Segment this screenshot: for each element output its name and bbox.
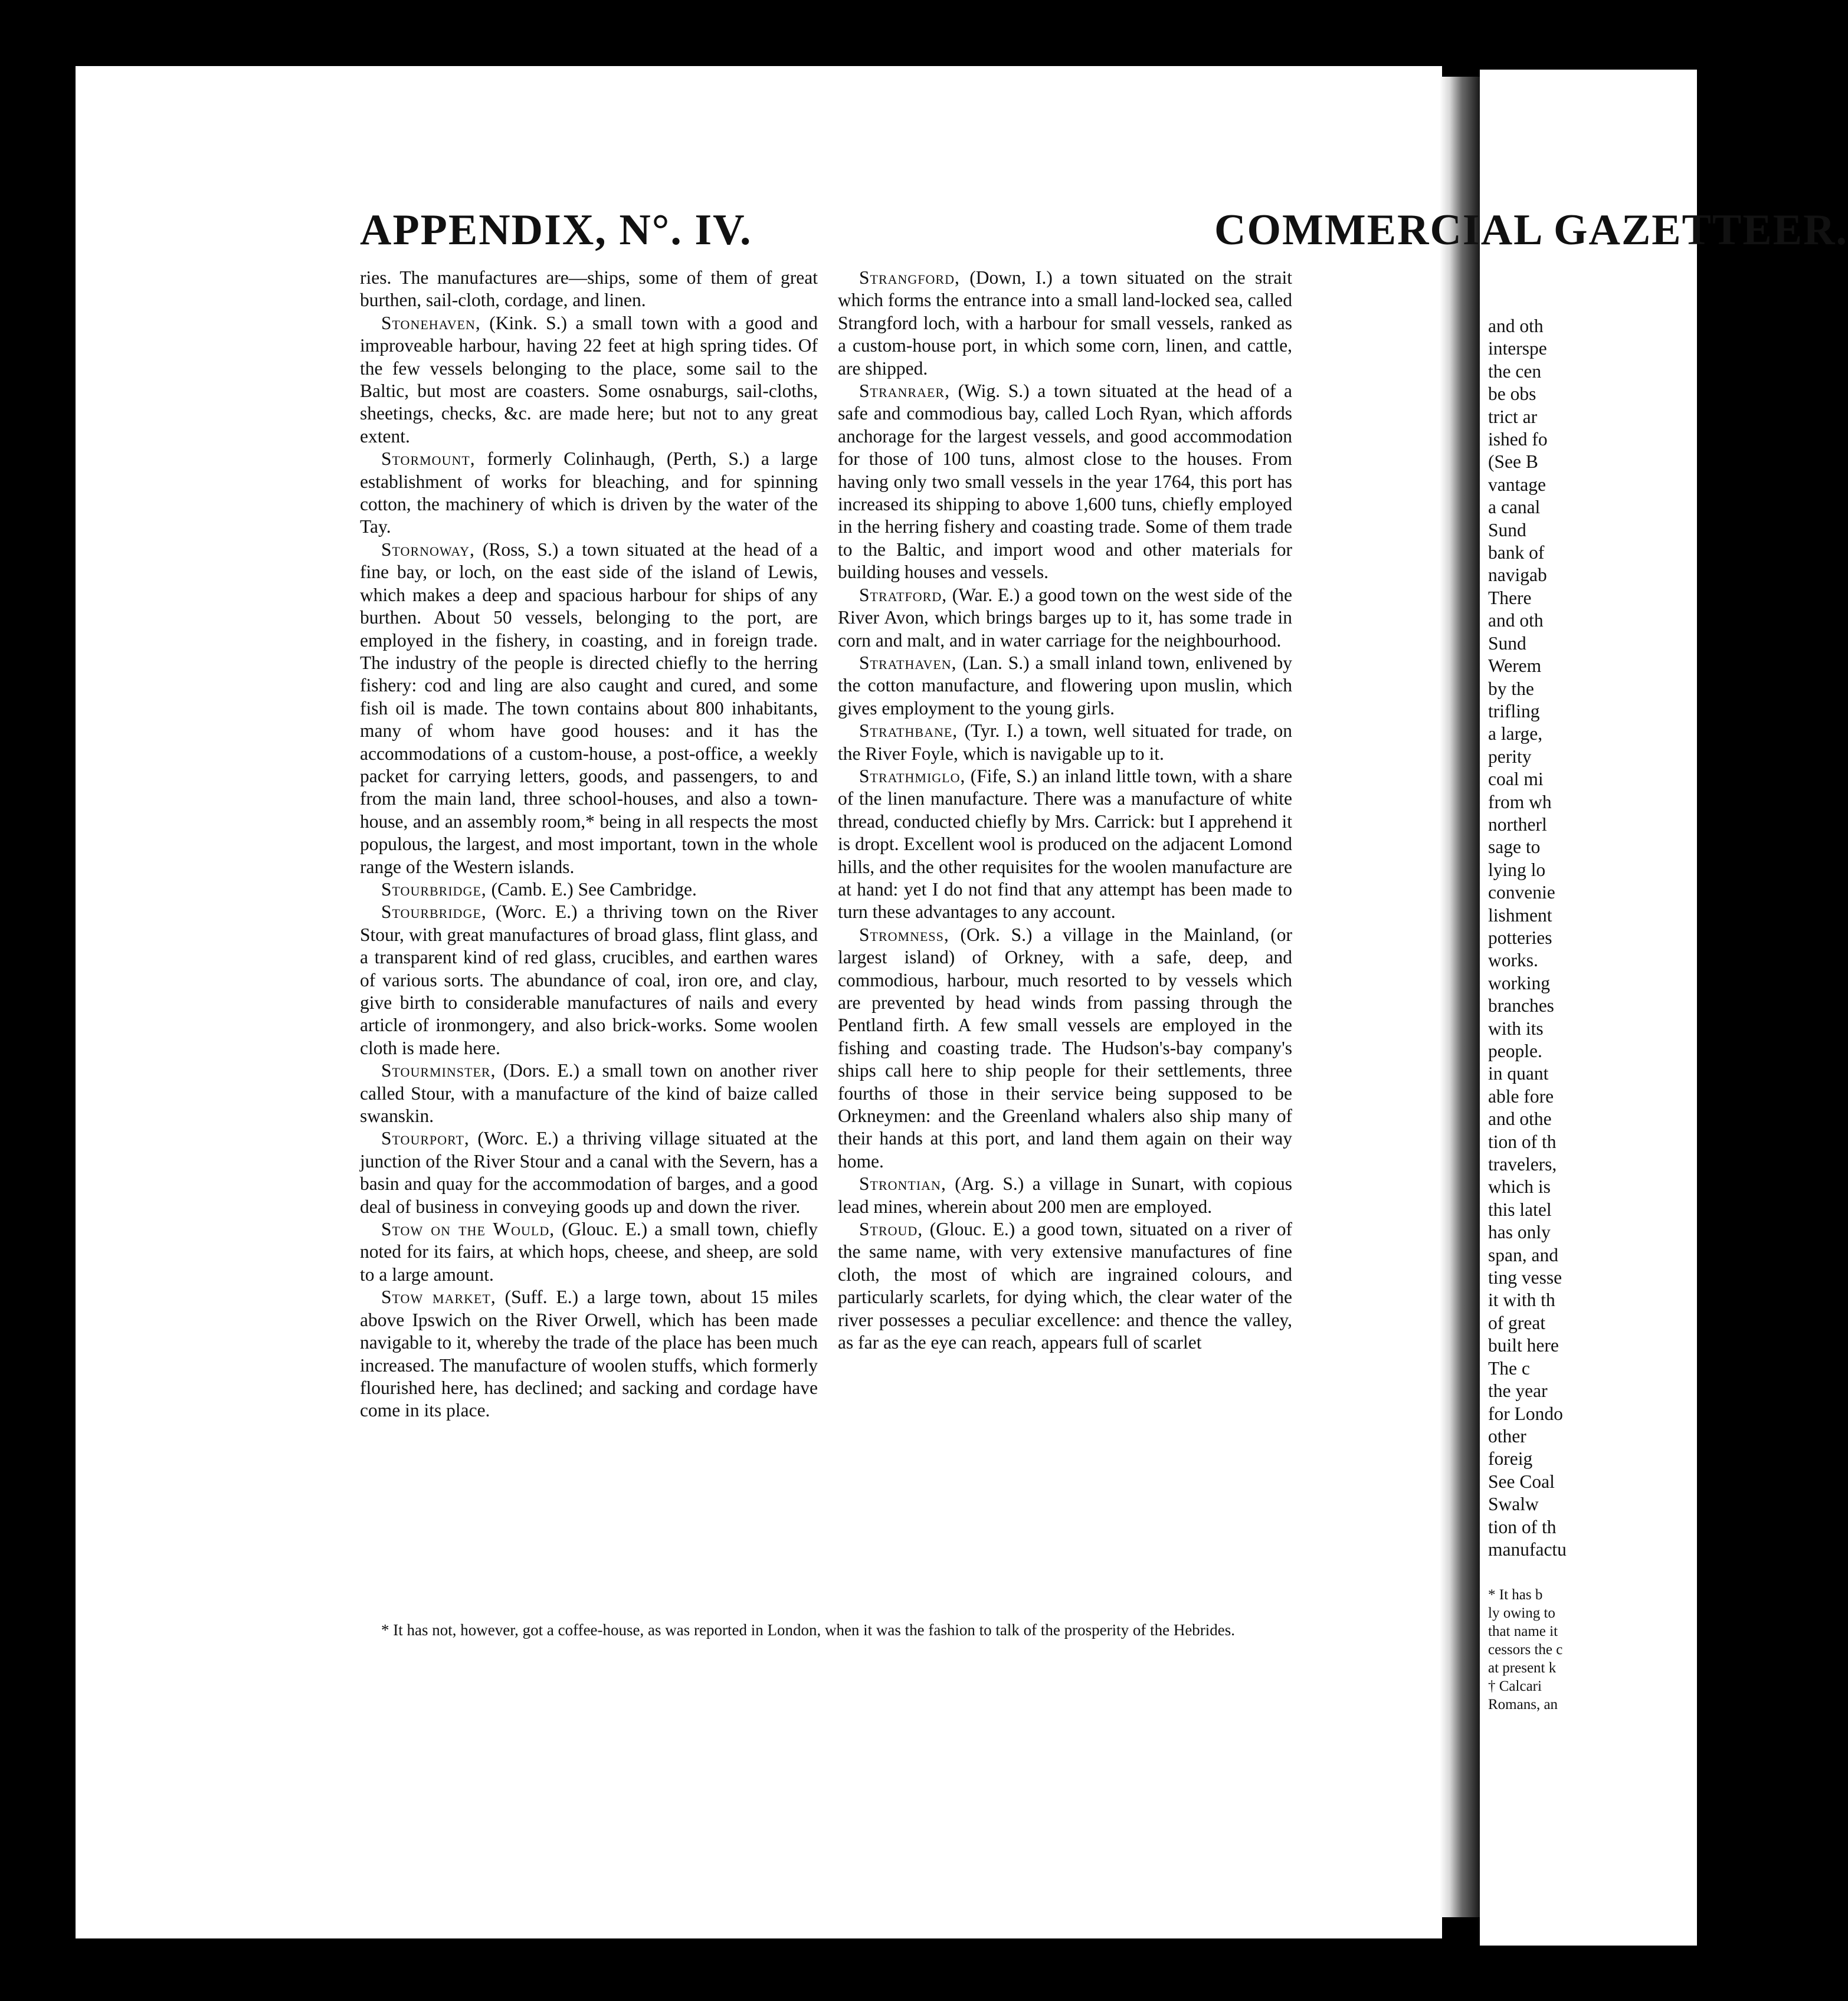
entry-paragraph: Stormount, formerly Colinhaugh, (Perth, S.) a large establishment of works for bleaching, and for spinning cotton, the machinery of which is driven by the water of the Tay. [360,448,818,537]
column-middle [838,267,1292,1354]
entry-paragraph: Strangford, (Down, I.) a town situated on the strait which forms the entrance into a small land-locked sea, called Strangford loch, with a harbour for small vessels, ranked as a custom-house port, in which some corn, linen, and cattle, are shipped. [838,267,1292,379]
running-head-right: COMMERCIAL GAZETTEER. [1214,206,1848,254]
truncated-line: Sund [1488,519,1526,540]
truncated-line: able fore [1488,1085,1554,1107]
truncated-line: northerl [1488,813,1547,835]
truncated-line: Werem [1488,655,1542,677]
entry-paragraph: Strathaven, (Lan. S.) a small inland town, enlivened by the cotton manufacture, and flowering upon muslin, which gives employment to the young girls. [838,652,1292,719]
entry-paragraph: ries. The manufactures are—ships, some of them of great burthen, sail-cloth, cordage, and linen. [360,267,818,311]
truncated-line: The c [1488,1357,1530,1379]
truncated-line: lying lo [1488,859,1546,880]
entry-paragraph: Stornoway, (Ross, S.) a town situated at the head of a fine bay, or loch, on the east side of the island of Lewis, which makes a deep and spacious harbour for ships of any burthen. About 50 vessels, belonging to the port, are employed in the fishery, in coasting, and in foreign trade. The industry of the people is directed chiefly to the herring fishery: cod and ling are also caught and cured, and some fish oil is made. The town contains about 800 inhabitants, many of whom have good houses: and it has the accommodations of a custom-house, a post-office, a weekly packet for carrying letters, goods, and passengers, to and from the main land, three school-houses, and also a town-house, and an assembly room,* being in all respects the most populous, the largest, and most important, town in the whole range of the Western islands. [360,539,818,877]
truncated-line: vantage [1488,474,1546,495]
truncated-line: There [1488,587,1532,608]
entry-paragraph: Strontian, (Arg. S.) a village in Sunart, with copious lead mines, wherein about 200 men are employed. [838,1173,1292,1217]
truncated-line: tion of th [1488,1131,1557,1152]
truncated-line: interspe [1488,338,1547,359]
footnote-right-truncated [1488,1586,1697,1714]
truncated-line: working [1488,972,1550,993]
truncated-line: Sund [1488,632,1526,654]
truncated-line: bank of [1488,542,1545,563]
truncated-line: and othe [1488,1108,1552,1130]
entry-paragraph: Stourminster, (Dors. E.) a small town on another river called Stour, with a manufacture of the kind of baize called swanskin. [360,1060,818,1127]
truncated-line: potteries [1488,927,1552,948]
truncated-footnote-line: at present k [1488,1660,1557,1676]
book-gutter [1440,77,1480,1917]
footnote [360,1620,1292,1640]
entry-paragraph: Stourbridge, (Camb. E.) See Cambridge. [381,878,697,900]
truncated-line: perity [1488,746,1532,767]
truncated-footnote-line: † Calcari [1488,1678,1542,1694]
truncated-line: the cen [1488,360,1542,382]
truncated-footnote-line: Romans, an [1488,1697,1558,1713]
truncated-line: ting vesse [1488,1267,1562,1288]
truncated-line: people. [1488,1041,1542,1061]
truncated-line: and oth [1488,316,1544,336]
entry-paragraph: Strathbane, (Tyr. I.) a town, well situated for trade, on the River Foyle, which is navigable up to it. [838,720,1292,764]
truncated-line: trict ar [1488,406,1538,427]
running-head-left: APPENDIX, N°. IV. [360,206,752,254]
truncated-line: has only [1488,1222,1551,1243]
truncated-line: works. [1488,950,1538,971]
truncated-line: this latel [1488,1199,1552,1220]
truncated-line: span, and [1488,1244,1558,1265]
truncated-line: by the [1488,678,1534,699]
truncated-line: travelers, [1488,1154,1557,1175]
truncated-line: from wh [1488,791,1552,812]
truncated-line: Swalw [1488,1494,1539,1515]
truncated-line: with its [1488,1018,1544,1039]
entry-paragraph: Stow on the Would, (Glouc. E.) a small town, chiefly noted for its fairs, at which hops, cheese, and sheep, are sold to a large amount. [360,1219,818,1285]
truncated-line: lishment [1488,904,1552,926]
truncated-line: branches [1488,995,1554,1016]
truncated-line: and oth [1488,610,1544,631]
truncated-line: other [1488,1425,1526,1446]
truncated-footnote-line: * It has b [1488,1587,1543,1603]
truncated-line: manufactu [1488,1539,1567,1560]
truncated-line: in quant [1488,1063,1549,1084]
entry-paragraph: Stratford, (War. E.) a good town on the west side of the River Avon, which brings barges up to it, has some trade in corn and malt, and in water carriage for the neighbourhood. [838,584,1292,651]
truncated-line: which is [1488,1176,1551,1198]
truncated-footnote-line: cessors the c [1488,1642,1563,1658]
truncated-line: the year [1488,1380,1548,1402]
entry-paragraph: Stow market, (Suff. E.) a large town, about 15 miles above Ipswich on the River Orwell, which has been made navigable to it, whereby the trade of the place has been much increased. The manufacture of woolen stuffs, which formerly flourished here, has declined; and sacking and cordage have come in its place. [360,1287,818,1421]
column-right-truncated [1488,315,1697,1561]
entry-paragraph: Stourbridge, (Worc. E.) a thriving town on the River Stour, with great manufactures of broad glass, flint glass, and a transparent kind of red glass, crucibles, and earthen wares of various sorts. The abundance of coal, iron ore, and clay, give birth to considerable manufactures of nails and every article of ironmongery, and also brick-works. Some woolen cloth is made here. [360,901,818,1058]
entry-paragraph: Strathmiglo, (Fife, S.) an inland little town, with a share of the linen manufacture. There was a manufacture of white thread, conducted chiefly by Mrs. Carrick: but I apprehend it is dropt. Excellent wool is produced on the adjacent Lomond hills, and the other requisites for the woolen manufacture are at hand: yet I do not find that any attempt has been made to turn these advantages to any account. [838,765,1292,923]
truncated-line: sage to [1488,837,1541,858]
truncated-footnote-line: ly owing to [1488,1605,1555,1621]
truncated-line: foreig [1488,1448,1533,1469]
entry-paragraph: Stourport, (Worc. E.) a thriving village situated at the junction of the River Stour and a canal with the Severn, has a basin and quay for the accommodation of barges, and a good deal of business in conveying goods up and down the river. [360,1128,818,1217]
truncated-line: (See B [1488,451,1538,473]
entry-paragraph: Stranraer, (Wig. S.) a town situated at the head of a safe and commodious bay, called Loch Ryan, which affords anchorage for the largest vessels, and good accommodation for those of 100 tuns, almost close to the houses. From having only two small vessels in the year 1764, this port has increased its shipping to above 1,600 tuns, chiefly employed in the herring fishery and coasting trade. Some of them trade to the Baltic, and import wood and other materials for building houses and vessels. [838,380,1292,583]
truncated-line: of great [1488,1312,1546,1333]
truncated-line: for Londo [1488,1403,1563,1424]
truncated-line: a large, [1488,723,1543,744]
truncated-line: ished fo [1488,429,1548,450]
truncated-line: navigab [1488,565,1547,586]
truncated-line: built here [1488,1335,1559,1356]
truncated-line: tion of th [1488,1516,1557,1537]
truncated-footnote-line: that name it [1488,1623,1558,1639]
footnote-text: * It has not, however, got a coffee-house, as was reported in London, when it was the fashion to talk of the prosperity of the Hebrides. [381,1621,1236,1639]
truncated-line: be obs [1488,383,1536,405]
entry-paragraph: Stroud, (Glouc. E.) a good town, situated on a river of the same name, with very extensive manufactures of fine cloth, the most of which are ingrained colours, and particularly scarlets, for dying which, the clear water of the river possesses a peculiar excellence: and thence the valley, as far as the eye can reach, appears full of scarlet [838,1219,1292,1353]
truncated-line: trifling [1488,700,1540,721]
truncated-line: convenie [1488,882,1555,903]
entry-paragraph: Stonehaven, (Kink. S.) a small town with a good and improveable harbour, having 22 feet at high spring tides. Of the few vessels belonging to the place, some sail to the Baltic, but most are coasters. Some osnaburgs, sail-cloths, sheetings, checks, &c. are made here; but not to any great extent. [360,312,818,447]
truncated-line: See Coal [1488,1471,1555,1492]
column-left [360,267,818,1422]
truncated-line: it with th [1488,1290,1555,1311]
entry-paragraph: Stromness, (Ork. S.) a village in the Mainland, (or largest island) of Orkney, with a safe, deep, and commodious, harbour, much resorted to by vessels which are prevented by head winds from passing through the Pentland firth. A few small vessels are employed in the fishing and coasting trade. The Hudson's-bay company's ships call here to ship people for their settlements, three fourths of those in their service being supposed to be Orkneymen: and the Greenland whalers also ship many of their hands at this port, and land them again on their way home. [838,924,1292,1172]
truncated-line: a canal [1488,497,1541,518]
truncated-line: coal mi [1488,769,1544,790]
